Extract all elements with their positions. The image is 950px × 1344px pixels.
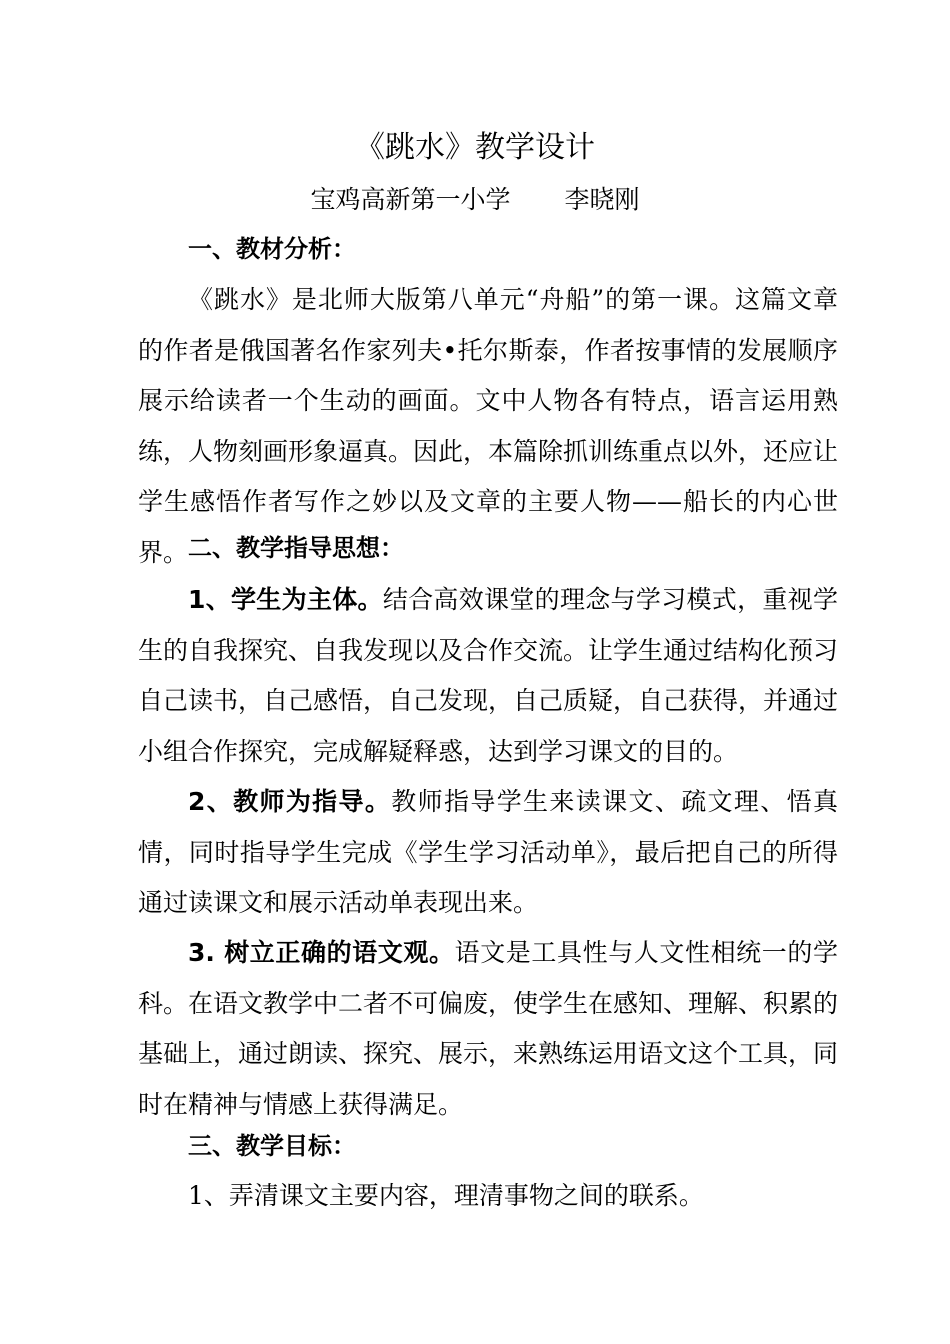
paragraph-text: 教师指导学生来读课文、疏文理、悟真情，同时指导学生完成《学生学习活动单》，最后把自己的所得通过读课文和展示活动单表现出来。: [138, 787, 838, 917]
section-heading-goals: 三、教学目标：: [188, 1132, 356, 1160]
school-name: 宝鸡高新第一小学: [310, 185, 511, 214]
section-heading-analysis: 一、教材分析：: [188, 235, 356, 263]
paragraph-text: 结合高效课堂的理念与学习模式，重视学生的自我探究、自我发现以及合作交流。让学生通过结构化预习自己读书，自己感悟，自己发现，自己质疑，自己获得，并通过小组合作探究，完成解疑释惑，达到学习课文的目的。: [138, 585, 839, 766]
paragraph-language-view: [138, 928, 838, 1130]
document-title: 《跳水》教学设计: [355, 130, 595, 165]
section-heading-guiding-ideas: 二、教学指导思想：: [188, 534, 404, 562]
author-name: 李晓刚: [564, 185, 640, 214]
paragraph-lead: 2、教师为指导。: [188, 787, 392, 816]
paragraph-text: 语文是工具性与人文性相统一的学科。在语文教学中二者不可偏废，使学生在感知、理解、积累的基础上，通过朗读、探究、展示，来熟练运用语文这个工具，同时在精神与情感上获得满足。: [138, 938, 839, 1119]
paragraph-student-subject: [138, 575, 838, 777]
author-line: [0, 182, 950, 218]
paragraph-lead: 3. 树立正确的语文观。: [188, 938, 455, 967]
paragraph-lead: 1、学生为主体。: [188, 585, 383, 614]
paragraph-text: 1、弄清课文主要内容，理清事物之间的联系。: [188, 1181, 704, 1210]
paragraph-text: 《跳水》是北师大版第八单元“舟船”的第一课。这篇文章的作者是俄国著名作家列夫•托尔斯泰，作者按事情的发展顺序展示给读者一个生动的画面。文中人物各有特点，语言运用熟练，人物刻画形象逼真。因此，本篇除抓训练重点以外，还应让学生感悟作者写作之妙以及文章的主要人物——船长的内心世界。: [138, 285, 839, 567]
paragraph-teacher-guide: [138, 777, 838, 929]
paragraph-goal-1: [138, 1171, 838, 1222]
